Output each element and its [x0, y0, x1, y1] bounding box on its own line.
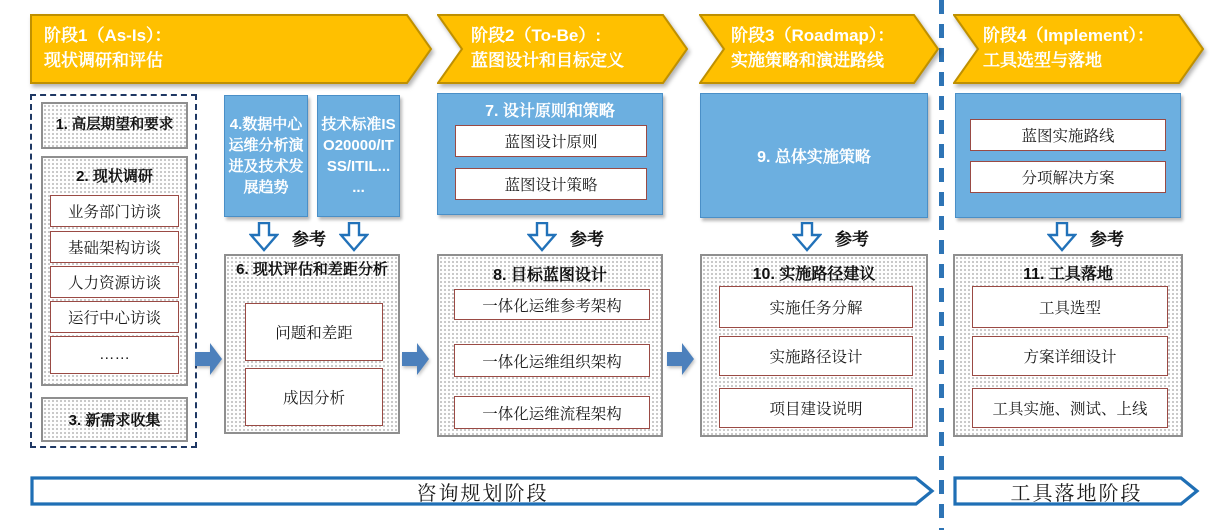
trend-box [224, 95, 308, 217]
tool-landing-item: 方案详细设计 [972, 336, 1168, 376]
survey-item: 运行中心访谈 [50, 301, 179, 333]
implementation-plan-item: 蓝图实施路线 [970, 119, 1166, 151]
assessment-item: 问题和差距 [245, 303, 383, 361]
design-principles-item: 蓝图设计策略 [455, 168, 647, 200]
blueprint-title: 8. 目标蓝图设计 [493, 267, 607, 284]
expectations-label: 1. 高层期望和要求 [55, 117, 174, 134]
phase2-banner [437, 14, 688, 84]
phase1-banner [30, 14, 433, 84]
phase3-reference-row [792, 222, 869, 252]
phase2-banner-line1: 阶段2（To-Be）: [471, 26, 602, 46]
phase4-banner-line2: 工具选型与落地 [983, 51, 1102, 70]
tool-landing-item: 工具选型 [972, 286, 1168, 328]
roadmap-item: 项目建设说明 [719, 388, 913, 428]
assessment-box [224, 254, 400, 434]
phase1-survey-container [30, 94, 197, 448]
reference-arrow-down-icon [249, 222, 279, 252]
reference-label: 参考 [835, 229, 869, 249]
phase3-banner-line1: 阶段3（Roadmap）： [731, 26, 895, 46]
reference-label: 参考 [292, 229, 326, 249]
blueprint-item: 一体化运维参考架构 [454, 289, 650, 320]
reference-label: 参考 [1090, 229, 1124, 249]
design-principles-item: 蓝图设计原则 [455, 125, 647, 157]
standards-box [317, 95, 400, 217]
phase4-banner [953, 14, 1204, 84]
trend-box-label: 4.数据中心运维分析演进及技术发展趋势 [228, 116, 304, 196]
phase2-banner-line2: 蓝图设计和目标定义 [471, 51, 624, 70]
phase4-banner-line1: 阶段4（Implement）： [983, 26, 1154, 46]
phase1-banner-line1: 阶段1（As-Is）： [44, 26, 172, 46]
blueprint-item: 一体化运维组织架构 [454, 344, 650, 377]
phase4-reference-row [1047, 222, 1124, 252]
new-requirements-box [41, 397, 188, 442]
assessment-item: 成因分析 [245, 368, 383, 426]
survey-item-ellipsis: …… [50, 336, 179, 374]
survey-title: 2. 现状调研 [76, 168, 153, 185]
overall-strategy-box [700, 93, 928, 218]
survey-item: 人力资源访谈 [50, 266, 179, 298]
survey-box [41, 156, 188, 386]
tool-landing-title: 11. 工具落地 [1023, 266, 1113, 283]
flow-arrow-right-icon [667, 341, 695, 377]
roadmap-item: 实施路径设计 [719, 336, 913, 376]
phase-divider-dashed-line [939, 0, 944, 530]
tool-landing-box [953, 254, 1183, 437]
blueprint-item: 一体化运维流程架构 [454, 396, 650, 429]
reference-arrow-down-icon [339, 222, 369, 252]
roadmap-box [700, 254, 928, 437]
roadmap-item: 实施任务分解 [719, 286, 913, 328]
tool-landing-item: 工具实施、测试、上线 [972, 388, 1168, 428]
assessment-title: 6. 现状评估和差距分析 [236, 261, 388, 278]
overall-strategy-label: 9. 总体实施策略 [757, 149, 871, 166]
phase1-banner-line2: 现状调研和评估 [44, 51, 163, 70]
flow-arrow-right-icon [195, 341, 223, 377]
survey-item: 基础架构访谈 [50, 231, 179, 263]
landing-stage-label: 工具落地阶段 [1010, 482, 1143, 505]
roadmap-title: 10. 实施路径建议 [752, 266, 876, 283]
phase2-reference-row [527, 222, 604, 252]
reference-label: 参考 [570, 229, 604, 249]
reference-arrow-down-icon [527, 222, 557, 252]
landing-stage-arrow [953, 476, 1200, 506]
phase3-banner-line2: 实施策略和演进路线 [731, 51, 884, 70]
standards-box-label: 技术标准ISO20000/ITSS/ITIL... ... [321, 116, 396, 196]
flow-arrow-right-icon [402, 341, 430, 377]
design-principles-box [437, 93, 663, 215]
design-principles-title: 7. 设计原则和策略 [485, 103, 615, 120]
reference-arrow-down-icon [792, 222, 822, 252]
blueprint-box [437, 254, 663, 437]
implementation-plan-item: 分项解决方案 [970, 161, 1166, 193]
phase3-banner [699, 14, 939, 84]
survey-item: 业务部门访谈 [50, 195, 179, 227]
expectations-box [41, 102, 188, 149]
implementation-plan-box [955, 93, 1181, 218]
new-requirements-label: 3. 新需求收集 [68, 412, 161, 429]
reference-arrow-down-icon [1047, 222, 1077, 252]
phase1-reference-row [249, 222, 369, 252]
consulting-stage-label: 咨询规划阶段 [416, 482, 549, 505]
consulting-stage-arrow [30, 476, 935, 506]
